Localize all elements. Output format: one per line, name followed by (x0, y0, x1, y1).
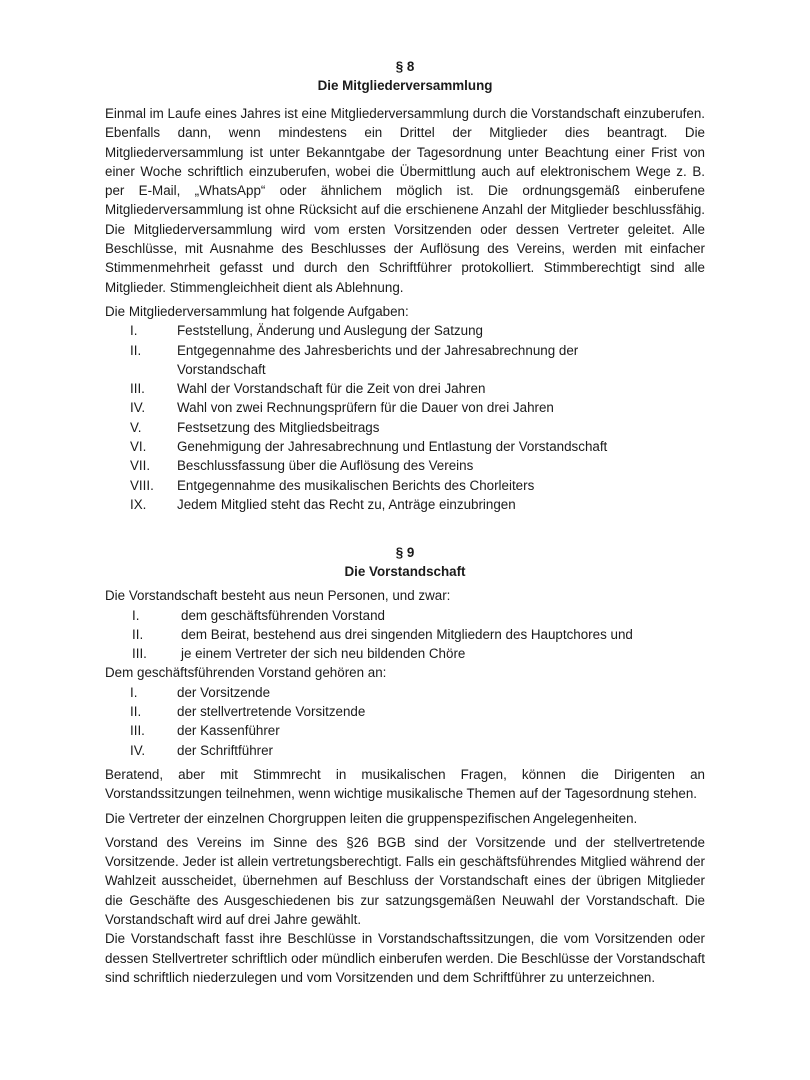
list-item-text: je einem Vertreter der sich neu bildenden Chöre (181, 646, 466, 662)
section-spacer (105, 514, 705, 544)
list-item-text: Entgegennahme des musikalischen Berichts des Chorleiters (177, 477, 535, 493)
section-9-paragraph-choir-groups: Die Vertreter der einzelnen Chorgruppen leiten die gruppenspezifischen Angelegenheiten. (105, 810, 638, 826)
list-item-text: dem geschäftsführenden Vorstand (181, 607, 385, 623)
list-item-text: Wahl von zwei Rechnungsprüfern für die Dauer von drei Jahren (177, 400, 554, 416)
list-item-text: Entgegennahme des Jahresberichts und der Jahresabrechnung der Vorstandschaft (177, 342, 579, 377)
list-item-text: Jedem Mitglied steht das Recht zu, Anträge einzubringen (177, 496, 516, 512)
list-item (105, 702, 705, 721)
list-item-text: der Vorsitzende (177, 684, 271, 700)
list-item-number: IV. (130, 742, 146, 758)
list-item (105, 398, 705, 417)
list-item-number: II. (132, 626, 144, 642)
section-9-paragraph-bgb: Vorstand des Vereins im Sinne des §26 BGB sind der Vorsitzende und der stellvertretende Vorsitzende. Jeder ist allein vertretungsberechtigt. Falls ein geschäftsführendes Mitglied während der Wahlzeit ausscheidet, übernehmen auf Beschluss der Vorstandschaft eines der übrigen Mitglieder die Geschäfte des Ausgeschiedenen bis zur satzungsgemäßen Neuwahl der Vorstandschaft. Die Vorstandschaft wird auf drei Jahre gewählt. (105, 834, 705, 927)
section-9-number: § 9 (395, 545, 415, 561)
list-item-number: I. (130, 323, 138, 339)
list-item (105, 625, 705, 644)
list-item-number: IV. (130, 400, 146, 416)
list-item (105, 683, 705, 702)
document-page (105, 58, 705, 992)
list-item-text: dem Beirat, bestehend aus drei singenden Mitgliedern des Hauptchores und (181, 626, 633, 642)
list-item (105, 721, 705, 740)
section-8-tasks-list (105, 321, 705, 514)
section-9-composition-intro: Die Vorstandschaft besteht aus neun Personen, und zwar: (105, 588, 451, 604)
section-8-tasks-intro: Die Mitgliederversammlung hat folgende Aufgaben: (105, 303, 409, 319)
list-item-number: VI. (130, 439, 147, 455)
list-item-text: der Schriftführer (177, 742, 274, 758)
section-8-paragraph: Einmal im Laufe eines Jahres ist eine Mitgliederversammlung durch die Vorstandschaft einzuberufen. Ebenfalls dann, wenn mindestens ein Drittel der Mitglieder dies beantragt. Die Mitgliederversammlung ist unter Bekanntgabe der Tagesordnung unter Beachtung einer Frist von einer Woche schriftlich einzuberufen, wobei die Übermittlung auch auf elektronischem Wege z. B. per E-Mail, „WhatsApp“ oder ähnlichem möglich ist. Die ordnungsgemäß einberufene Mitgliederversammlung ist ohne Rücksicht auf die erschienene Anzahl der Mitglieder beschlussfähig. Die Mitgliederversammlung wird vom ersten Vorsitzenden oder dessen Vertreter geleitet. Alle Beschlüsse, mit Ausnahme des Beschlusses der Auflösung des Vereins, werden mit einfacher Stimmenmehrheit gefasst und durch den Schriftführer protokolliert. Stimmberechtigt sind alle Mitglieder. Stimmengleichheit dient als Ablehnung. (105, 106, 705, 295)
list-item (105, 379, 705, 398)
list-item (105, 321, 705, 340)
list-item-number: III. (130, 723, 145, 739)
list-item (105, 456, 705, 475)
list-item-text: Festsetzung des Mitgliedsbeitrags (177, 419, 380, 435)
section-9-paragraph-advisory: Beratend, aber mit Stimmrecht in musikalischen Fragen, können die Dirigenten an Vorstandssitzungen teilnehmen, wenn wichtige musikalische Themen auf der Tagesordnung stehen. (105, 766, 705, 802)
section-8-title: Die Mitgliederversammlung (317, 78, 493, 93)
list-item-number: II. (130, 342, 142, 358)
list-item-text: der stellvertretende Vorsitzende (177, 704, 366, 720)
list-item (105, 437, 705, 456)
list-item-number: VII. (130, 458, 151, 474)
section-9-executive-intro: Dem geschäftsführenden Vorstand gehören an: (105, 665, 387, 681)
list-item-number: IX. (130, 496, 147, 512)
list-item-text: Beschlussfassung über die Auflösung des Vereins (177, 458, 474, 474)
list-item-number: V. (130, 419, 142, 435)
list-item (105, 606, 705, 625)
list-item (105, 476, 705, 495)
section-9-executive-list (105, 683, 705, 760)
list-item-text: Feststellung, Änderung und Auslegung der Satzung (177, 323, 483, 339)
list-item-text: Wahl der Vorstandschaft für die Zeit von drei Jahren (177, 381, 486, 397)
list-item-number: VIII. (130, 477, 154, 493)
list-item-number: II. (130, 704, 142, 720)
section-8-number: § 8 (395, 59, 415, 74)
list-item-number: I. (130, 684, 138, 700)
list-item (105, 644, 705, 663)
list-item (105, 741, 705, 760)
list-item-text: der Kassenführer (177, 723, 280, 739)
list-item-number: III. (130, 381, 145, 397)
list-item (105, 418, 705, 437)
list-item (105, 341, 705, 380)
section-9-paragraph-meetings: Die Vorstandschaft fasst ihre Beschlüsse in Vorstandschaftssitzungen, die vom Vorsitzenden oder dessen Stellvertreter schriftlich oder mündlich einberufen werden. Die Beschlüsse der Vorstandschaft sind schriftlich niederzulegen und vom Vorsitzenden und dem Schriftführer zu unterzeichnen. (105, 931, 705, 985)
section-9-title: Die Vorstandschaft (344, 564, 466, 580)
section-9-composition-list (105, 606, 705, 664)
list-item-text: Genehmigung der Jahresabrechnung und Entlastung der Vorstandschaft (177, 439, 608, 455)
list-item-number: III. (132, 646, 147, 662)
list-item-number: I. (132, 607, 140, 623)
list-item (105, 495, 705, 514)
